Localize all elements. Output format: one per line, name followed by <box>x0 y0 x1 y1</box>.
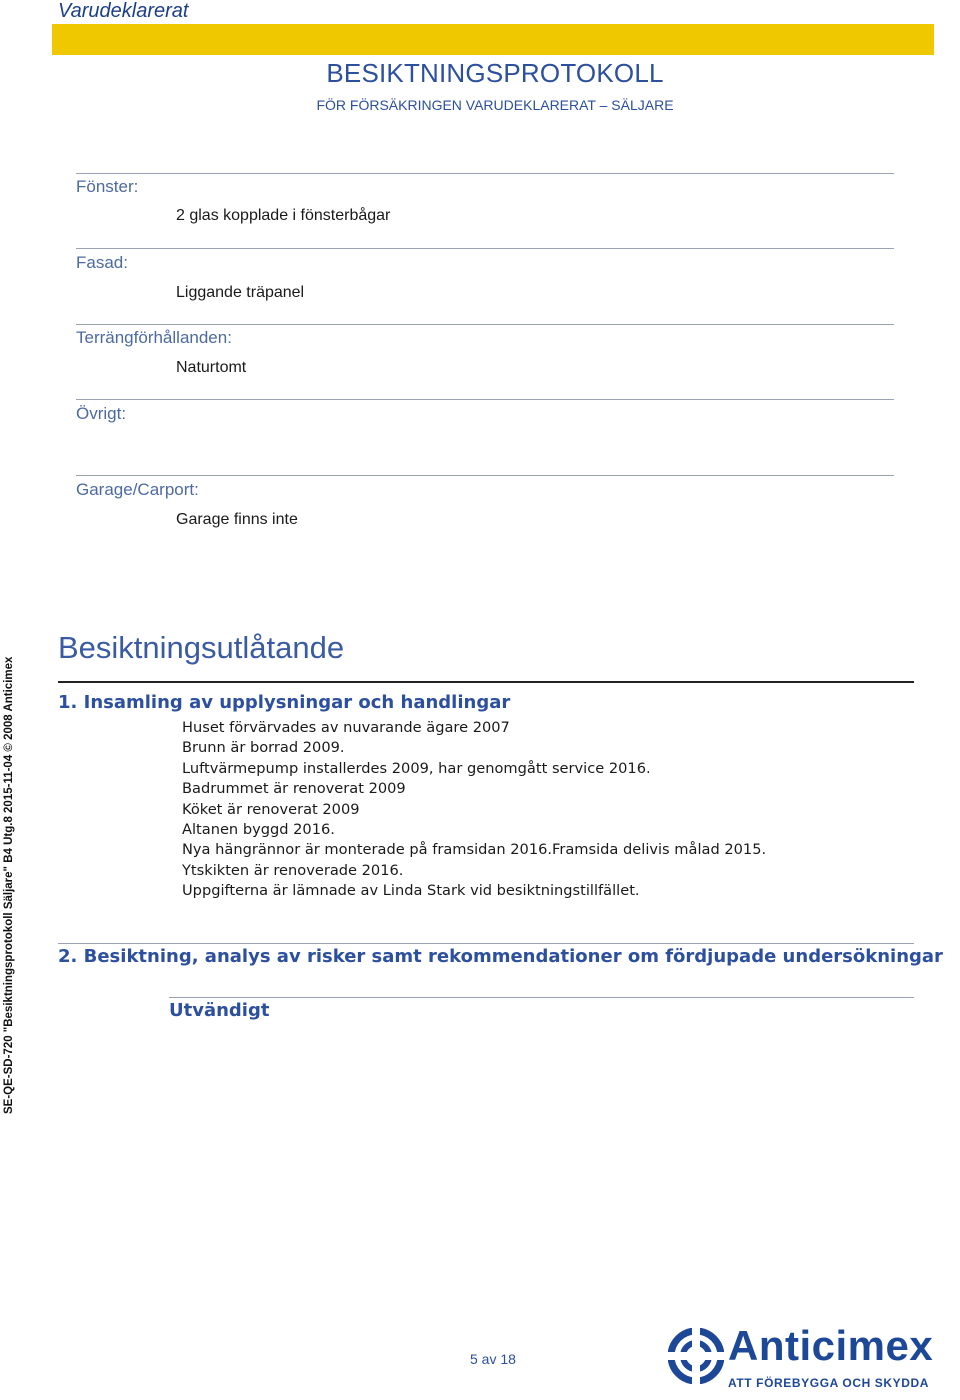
logo-tagline: ATT FÖREBYGGA OCH SKYDDA <box>728 1376 930 1390</box>
field-label-other: Övrigt: <box>76 404 127 423</box>
anticimex-mark-icon <box>668 1328 724 1384</box>
brand-title: Varudeklarerat <box>58 0 189 22</box>
header-band <box>52 24 934 55</box>
field-label-facade: Fasad: <box>76 253 128 272</box>
list-item: Nya hängrännor är monterade på framsidan 2016.Framsida delivis målad 2015. <box>182 841 767 859</box>
part1-lines <box>182 718 766 902</box>
document-reference: SE-QE-SD-720 "Besiktningsprotokoll Säljare" B4 Utg.8 2015-11-04 © 2008 Anticimex <box>3 656 15 1114</box>
section-heading: Besiktningsutlåtande <box>58 630 345 665</box>
list-item: Brunn är borrad 2009. <box>182 739 345 757</box>
list-item: Uppgifterna är lämnade av Linda Stark vid besiktningstillfället. <box>182 882 640 900</box>
list-item: Ytskikten är renoverade 2016. <box>182 861 404 879</box>
list-item: Huset förvärvades av nuvarande ägare 2007 <box>182 719 510 736</box>
part2-heading: 2. Besiktning, analys av risker samt rekommendationer om fördjupade undersökningar <box>58 946 943 967</box>
subsection-rule <box>169 997 914 998</box>
page-title: BESIKTNINGSPROTOKOLL <box>326 58 664 88</box>
part2-rule <box>58 943 914 944</box>
logo-wordmark: Anticimex <box>728 1322 934 1369</box>
list-item: Altanen byggd 2016. <box>182 821 335 839</box>
field-divider <box>76 324 894 325</box>
field-divider <box>76 475 894 476</box>
page-subtitle: FÖR FÖRSÄKRINGEN VARUDEKLARERAT – SÄLJARE <box>316 97 674 113</box>
part1-heading: 1. Insamling av upplysningar och handlingar <box>58 692 511 713</box>
field-divider <box>76 248 894 249</box>
field-value-windows: 2 glas kopplade i fönsterbågar <box>176 207 391 224</box>
field-value-facade: Liggande träpanel <box>176 284 305 301</box>
list-item: Köket är renoverat 2009 <box>182 800 360 818</box>
anticimex-logo <box>668 1322 944 1396</box>
field-value-garage: Garage finns inte <box>176 511 298 528</box>
field-label-garage: Garage/Carport: <box>76 480 199 499</box>
page-number: 5 av 18 <box>470 1351 516 1367</box>
field-label-windows: Fönster: <box>76 177 139 196</box>
field-divider <box>76 399 894 400</box>
list-item: Luftvärmepump installerdes 2009, har genomgått service 2016. <box>182 759 651 777</box>
section-rule <box>58 681 914 683</box>
list-item: Badrummet är renoverat 2009 <box>182 780 406 798</box>
field-divider <box>76 173 894 174</box>
field-value-terrain: Naturtomt <box>176 359 247 376</box>
field-label-terrain: Terrängförhållanden: <box>76 328 232 347</box>
subsection-heading: Utvändigt <box>169 1000 270 1021</box>
